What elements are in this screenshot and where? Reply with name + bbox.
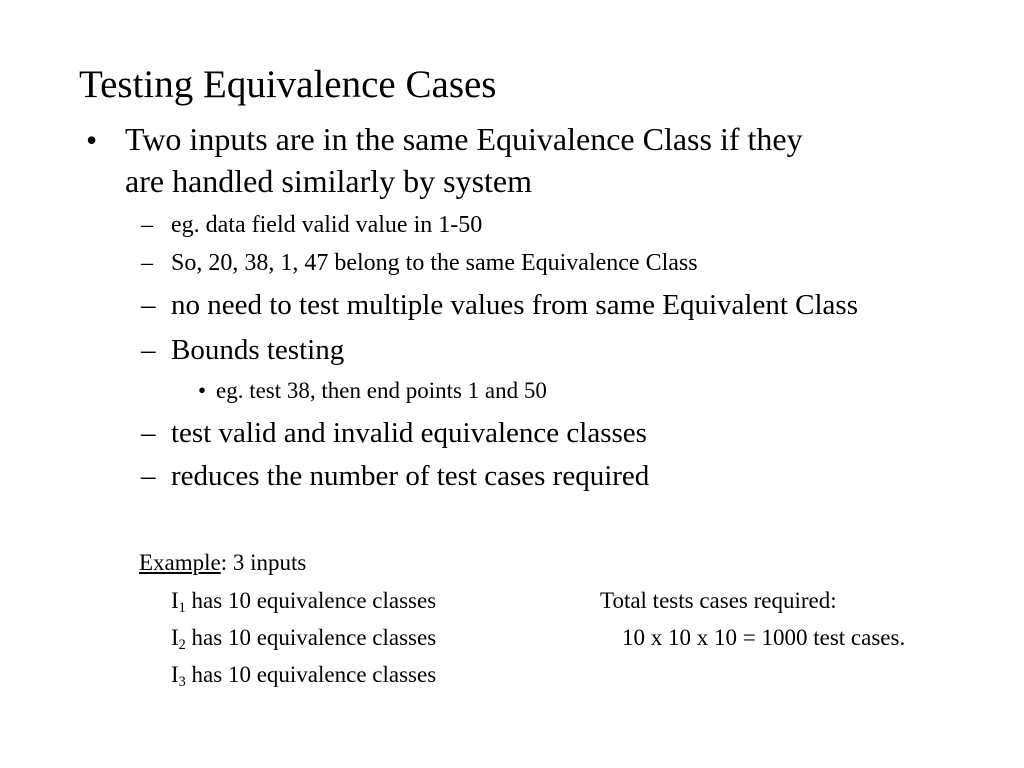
sub-bullet-same-class: So, 20, 38, 1, 47 belong to the same Equivalence Class: [171, 250, 698, 276]
dash-marker: –: [141, 250, 153, 276]
input-text: has 10 equivalence classes: [185, 588, 437, 613]
input-subscript: 3: [178, 673, 186, 690]
bullet-marker: •: [198, 378, 207, 403]
main-bullet-line-1: Two inputs are in the same Equivalence Class if they: [125, 121, 803, 157]
dash-marker: –: [141, 334, 156, 366]
sub-bullet-no-need: no need to test multiple values from same Equivalent Class: [171, 289, 858, 321]
main-bullet-line-2: are handled similarly by system: [125, 163, 533, 199]
input-subscript: 2: [178, 636, 186, 653]
sub-bullet-valid-invalid: test valid and invalid equivalence classes: [171, 417, 647, 449]
slide-title: Testing Equivalence Cases: [79, 63, 497, 106]
example-label: Example: [139, 550, 221, 575]
bullet-marker: •: [86, 122, 98, 158]
example-input-1: [171, 588, 437, 616]
dash-marker: –: [141, 212, 153, 238]
example-suffix: : 3 inputs: [220, 550, 307, 575]
dash-marker: –: [141, 417, 156, 449]
input-text: has 10 equivalence classes: [185, 662, 437, 687]
example-heading: [139, 551, 306, 574]
total-label: Total tests cases required:: [600, 588, 837, 613]
input-letter: I: [171, 588, 179, 613]
input-text: has 10 equivalence classes: [185, 625, 437, 650]
total-formula: 10 x 10 x 10 = 1000 test cases.: [622, 625, 906, 650]
sub-bullet-valid-range: eg. data field valid value in 1-50: [171, 212, 483, 238]
dash-marker: –: [141, 460, 156, 492]
example-input-3: [171, 662, 437, 690]
sub-sub-bullet-endpoints: eg. test 38, then end points 1 and 50: [216, 378, 547, 403]
input-subscript: 1: [178, 599, 186, 616]
sub-bullet-bounds: Bounds testing: [171, 334, 345, 366]
example-input-2: [171, 625, 437, 653]
input-letter: I: [171, 625, 179, 650]
input-letter: I: [171, 662, 179, 687]
sub-bullet-reduces: reduces the number of test cases required: [171, 460, 650, 492]
dash-marker: –: [141, 289, 156, 321]
